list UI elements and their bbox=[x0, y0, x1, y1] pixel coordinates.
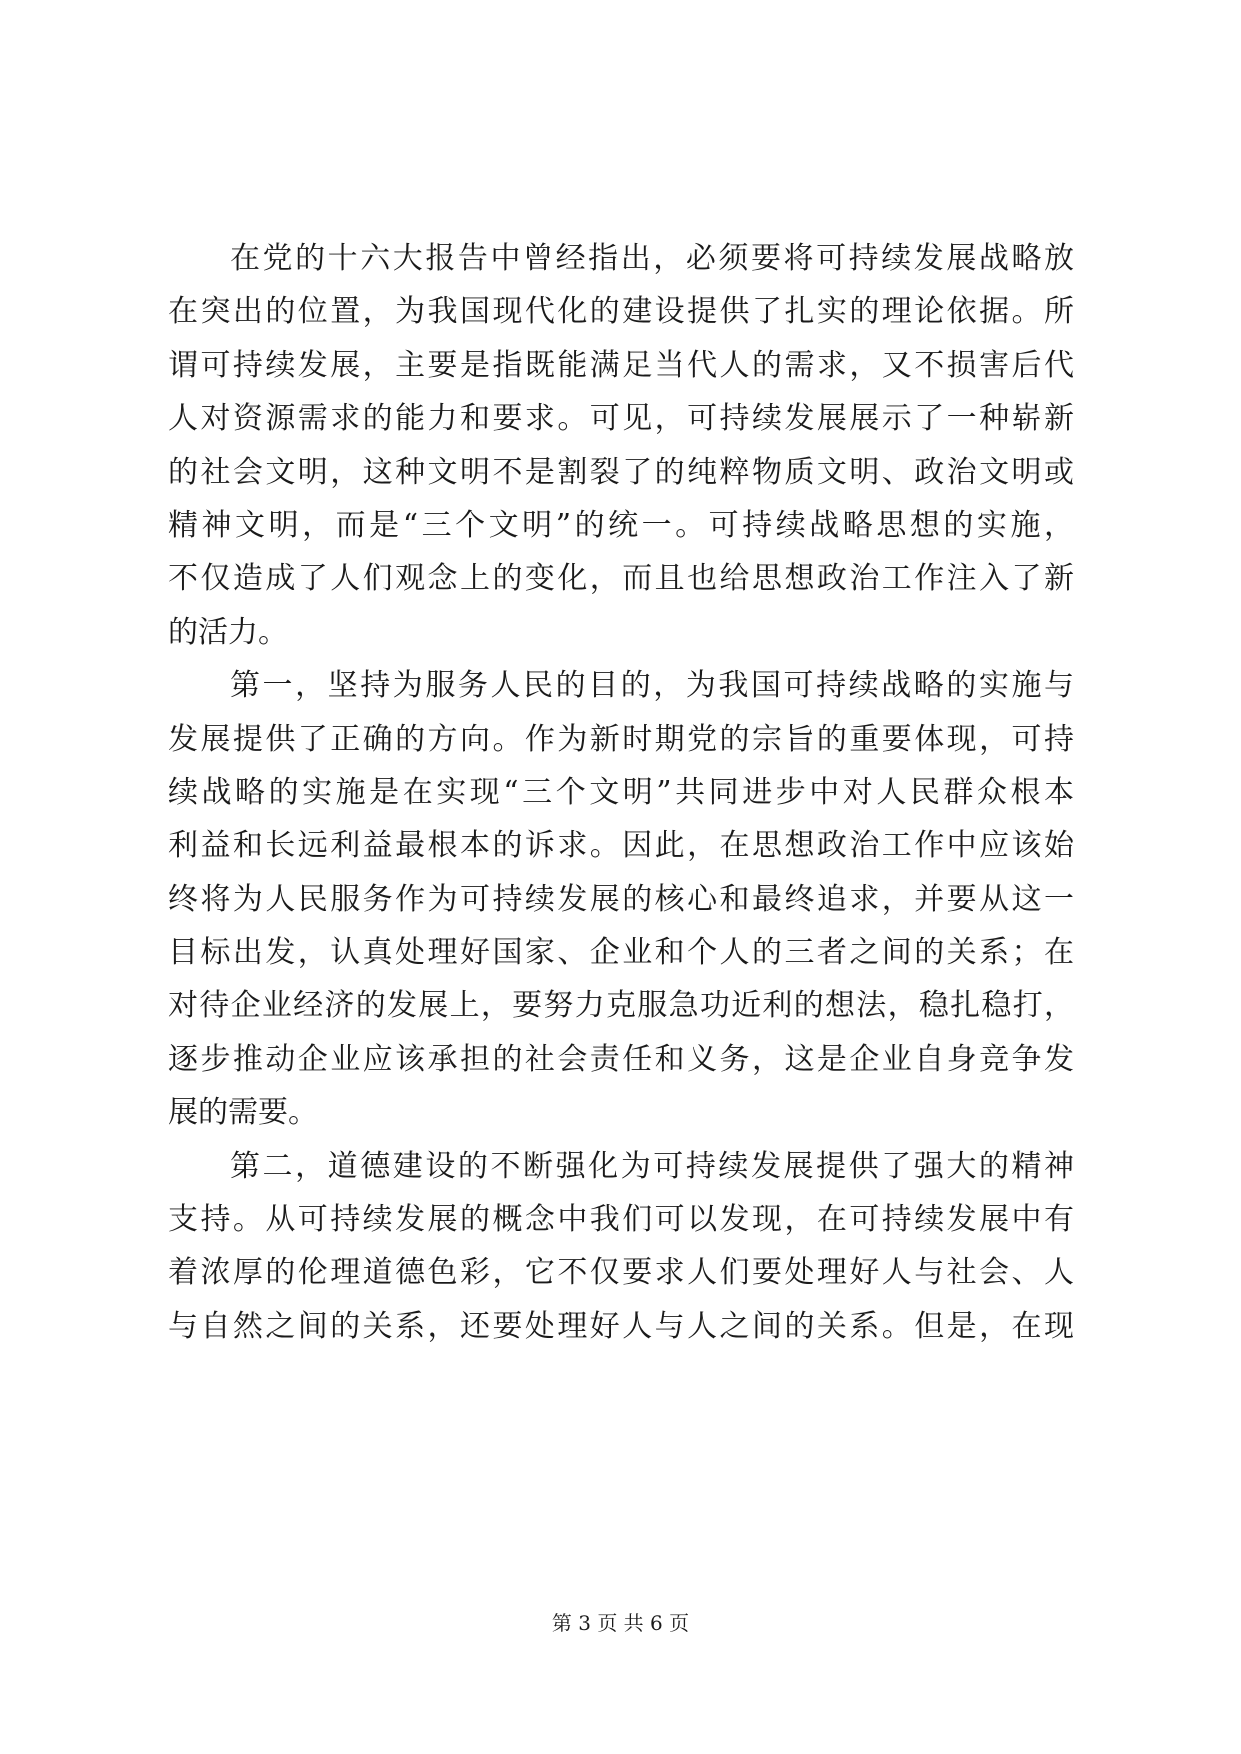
text-line: 目标出发，认真处理好国家、企业和个人的三者之间的关系；在 bbox=[168, 935, 1074, 971]
page-number-label: 第 3 页 共 6 页 bbox=[551, 1611, 690, 1635]
text-line: 支持。从可持续发展的概念中我们可以发现，在可持续发展中有 bbox=[168, 1202, 1074, 1238]
text-line: 第二，道德建设的不断强化为可持续发展提供了强大的精神 bbox=[230, 1148, 1074, 1184]
text-line: 的社会文明，这种文明不是割裂了的纯粹物质文明、政治文明或 bbox=[168, 454, 1074, 490]
text-line: 在党的十六大报告中曾经指出，必须要将可持续发展战略放 bbox=[230, 241, 1074, 276]
text-line: 谓可持续发展，主要是指既能满足当代人的需求，又不损害后代 bbox=[168, 347, 1074, 383]
text-line: 利益和长远利益最根本的诉求。因此，在思想政治工作中应该始 bbox=[168, 828, 1074, 864]
text-line: 的活力。 bbox=[168, 614, 288, 650]
text-line: 人对资源需求的能力和要求。可见，可持续发展展示了一种崭新 bbox=[168, 401, 1074, 437]
text-line: 精神文明，而是“三个文明”的统一。可持续战略思想的实施， bbox=[168, 507, 1074, 543]
page-footer bbox=[0, 1610, 1241, 1636]
text-line: 第一，坚持为服务人民的目的，为我国可持续战略的实施与 bbox=[230, 668, 1074, 704]
text-line: 逐步推动企业应该承担的社会责任和义务，这是企业自身竞争发 bbox=[168, 1041, 1074, 1077]
body-text bbox=[168, 232, 1074, 1353]
text-line: 终将为人民服务作为可持续发展的核心和最终追求，并要从这一 bbox=[168, 881, 1074, 917]
text-line: 展的需要。 bbox=[168, 1095, 318, 1131]
text-line: 不仅造成了人们观念上的变化，而且也给思想政治工作注入了新 bbox=[168, 561, 1074, 597]
text-line: 续战略的实施是在实现“三个文明”共同进步中对人民群众根本 bbox=[168, 774, 1074, 810]
text-line: 发展提供了正确的方向。作为新时期党的宗旨的重要体现，可持 bbox=[168, 721, 1074, 757]
text-line: 着浓厚的伦理道德色彩，它不仅要求人们要处理好人与社会、人 bbox=[168, 1255, 1074, 1291]
text-line: 对待企业经济的发展上，要努力克服急功近利的想法，稳扎稳打， bbox=[168, 988, 1074, 1024]
text-line: 与自然之间的关系，还要处理好人与人之间的关系。但是，在现 bbox=[168, 1308, 1074, 1344]
text-line: 在突出的位置，为我国现代化的建设提供了扎实的理论依据。所 bbox=[168, 294, 1074, 330]
